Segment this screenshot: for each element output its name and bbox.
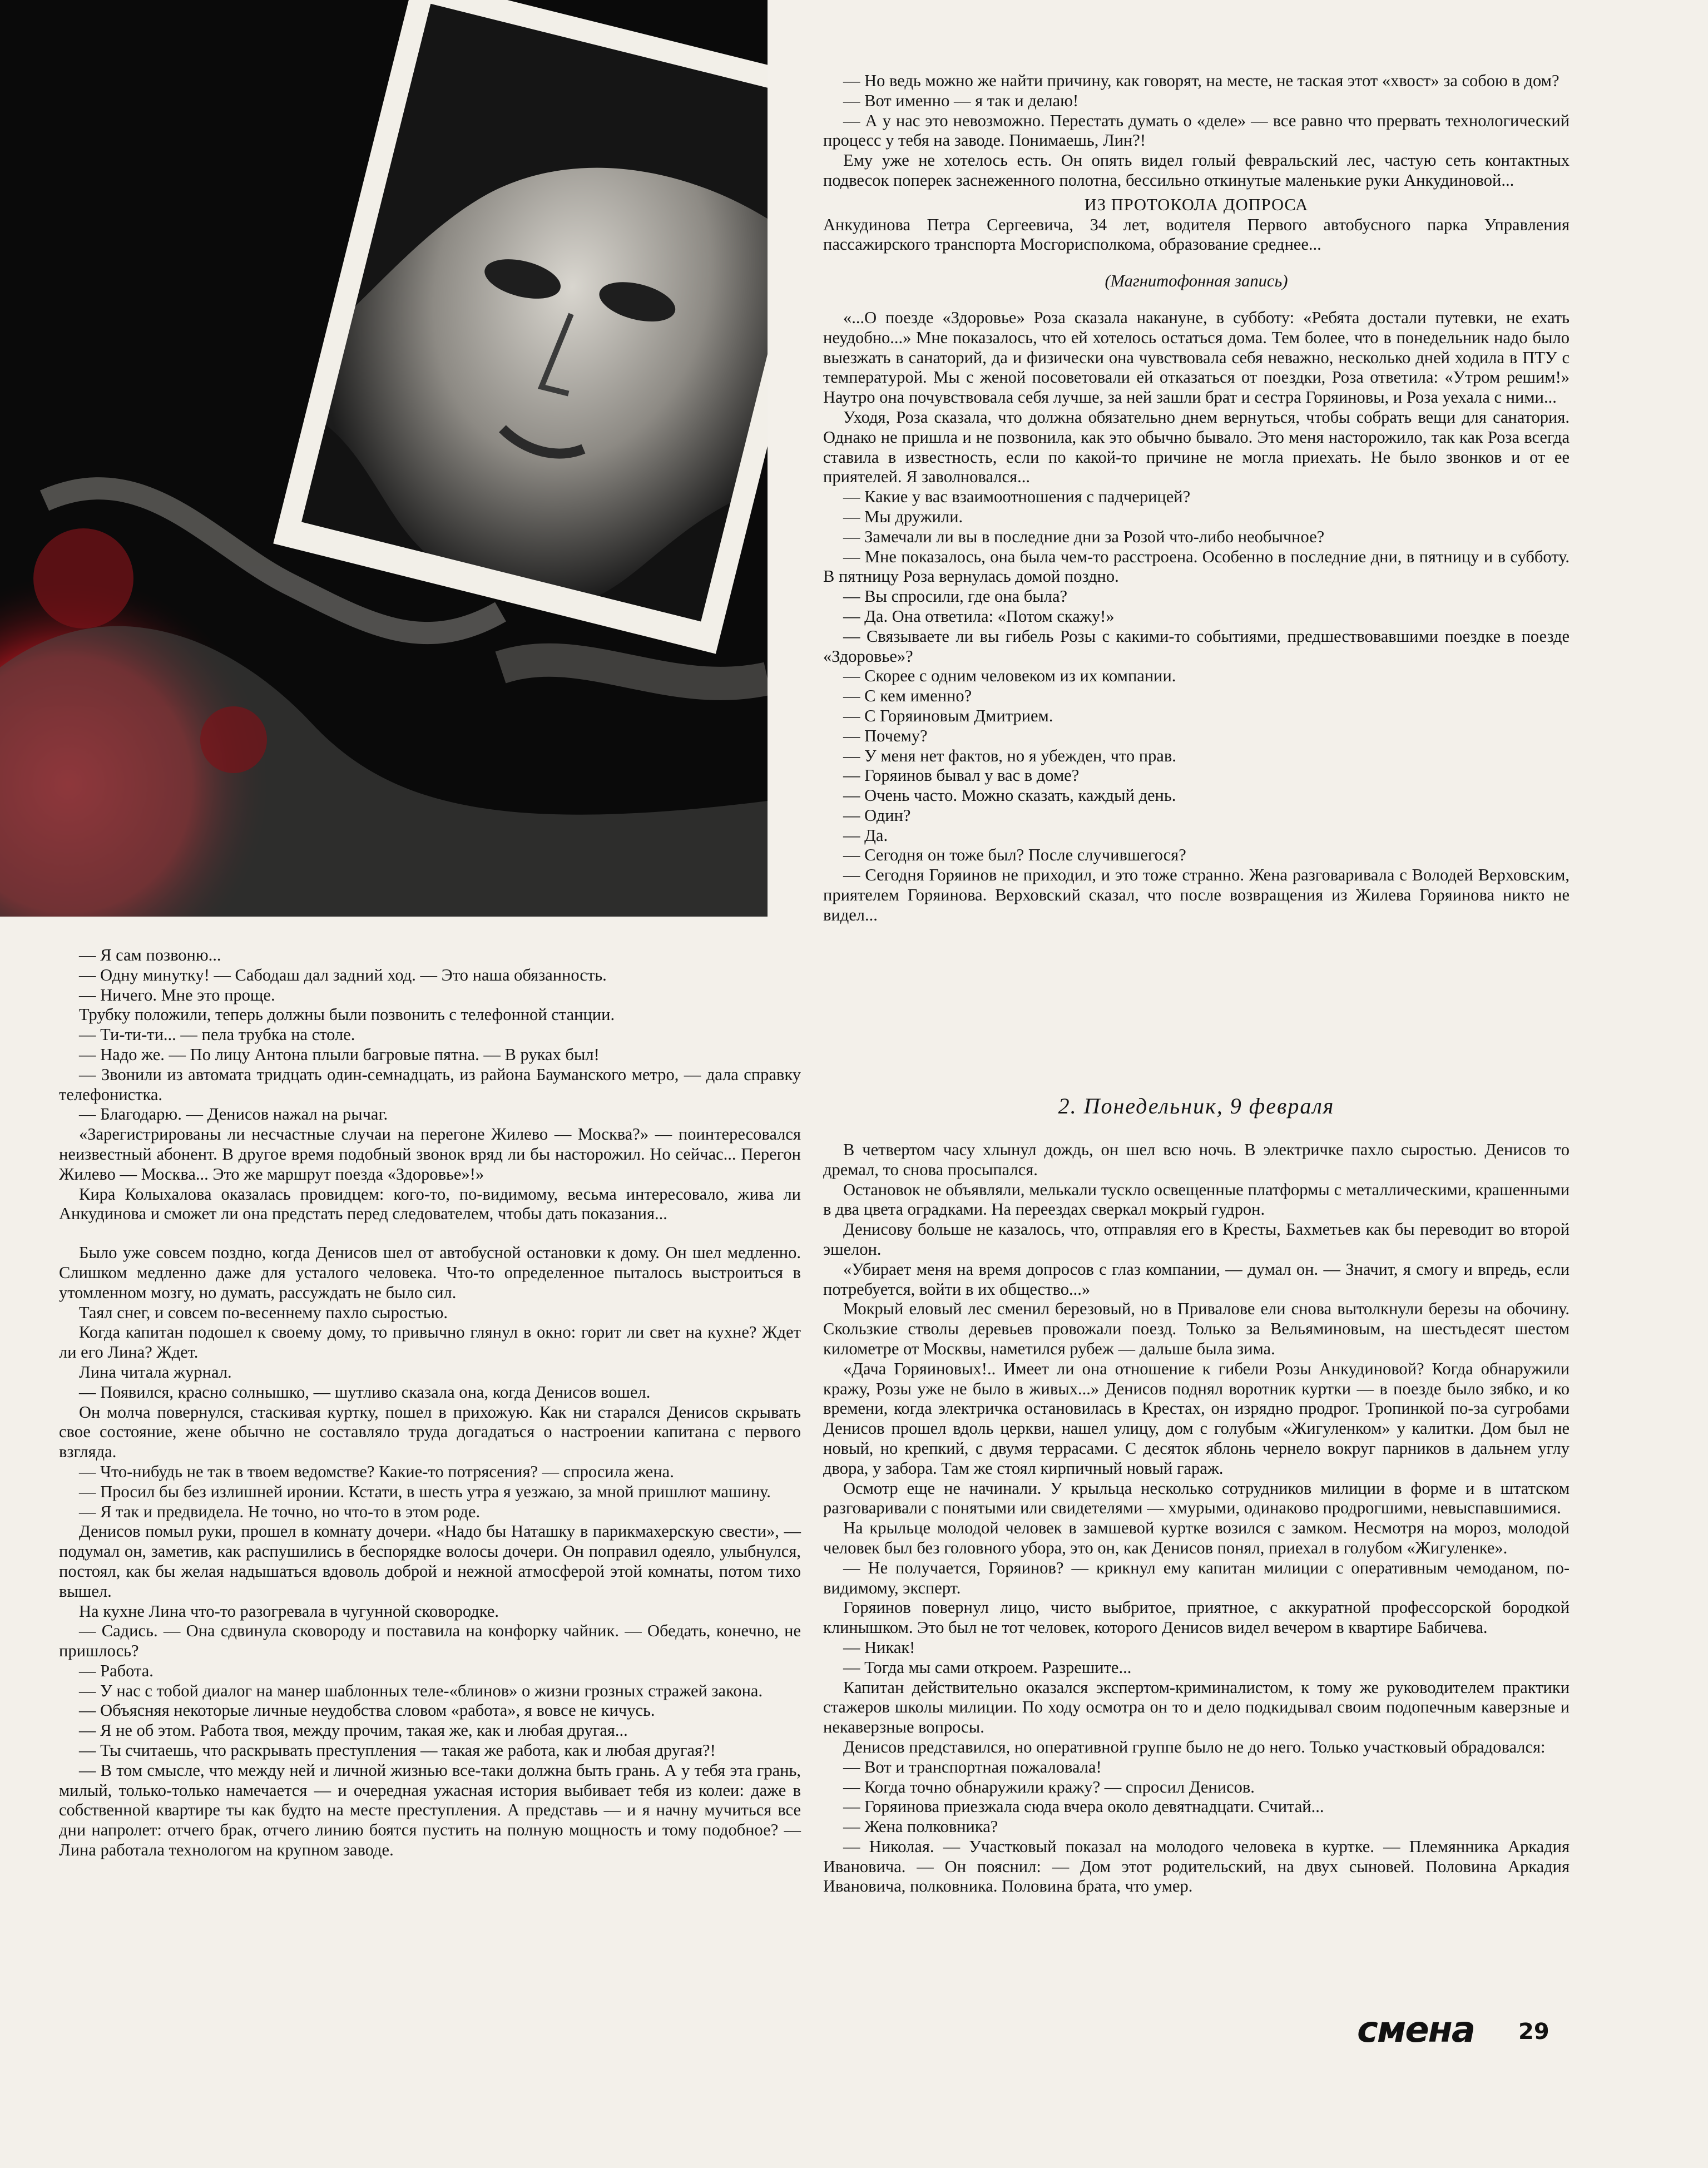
paragraph: — Работа.: [79, 1661, 154, 1680]
paragraph: — Горяинова приезжала сюда вчера около девятнадцати. Считай...: [843, 1797, 1324, 1816]
paragraph: Денисов помыл руки, прошел в комнату дочери. «Надо бы Наташку в парикмахерскую свести», — подумал он, заметив, как распушились в беспорядке волосы дочери. Он поправил одеяло, улыбнулся, постоял, как бы желая надышаться вдоволь доброй и нежной атмосферой этой комнаты, потом тихо вышел.: [59, 1522, 801, 1601]
paragraph: Горяинов повернул лицо, чисто выбритое, приятное, с аккуратной профессорской бородкой клинышком. Это был не тот человек, которого Денисов видел вечером в квартире Бабичева.: [823, 1598, 1570, 1637]
paragraph: — Ничего. Мне это проще.: [79, 985, 275, 1004]
protocol-paragraph: — Горяинов бывал у вас в доме?: [843, 766, 1080, 785]
paragraph: Осмотр еще не начинали. У крыльца несколько сотрудников милиции в форме и в штатском разговаривали с понятыми или свидетелями — хмурыми, одинаково продрогшими, невыспавшимися.: [823, 1478, 1570, 1518]
protocol-note: (Магнитофонная запись): [1105, 271, 1288, 291]
paragraph: — Не получается, Горяинов? — крикнул ему капитан милиции с оперативным чемоданом, по-видимому, эксперт.: [823, 1558, 1570, 1597]
paragraph: — Когда точно обнаружили кражу? — спросил Денисов.: [843, 1777, 1255, 1796]
left-column: [59, 946, 801, 1860]
magazine-logo: смена: [1357, 2009, 1475, 2051]
protocol-paragraph: — Очень часто. Можно сказать, каждый день.: [843, 786, 1176, 805]
paragraph: Мокрый еловый лес сменил березовый, но в Привалове ели снова вытолкнули березы на обочину. Скользкие стволы деревьев провожали поезд. Только за Вельяминовым, на шестьдесят шестом километре от Москвы, наметился рубеж — дальше была зима.: [823, 1299, 1570, 1358]
paragraph: — Но ведь можно же найти причину, как говорят, на месте, не таская этот «хвост» за собою в дом?: [843, 71, 1560, 90]
paragraph: — Тогда мы сами откроем. Разрешите...: [843, 1657, 1132, 1677]
protocol-paragraph: — Да.: [843, 825, 888, 845]
paragraph: «Дача Горяиновых!.. Имеет ли она отношение к гибели Розы Анкудиновой? Когда обнаружили кражу, Розы уже не было в живых...» Денисов поднял воротник куртки — в поезде было зябко, и ко времени, когда электричка остановилась в Крестах, он изрядно продрог. Тропинкой по-за сугробами Денисов прошел вдоль церкви, нашел улицу, дом с голубым «Жигуленком» у калитки. Дом был не новый, но крепкий, с двумя террасами. С десяток яблонь чернело вокруг парников в дальнем углу двора, у забора. Там же стоял кирпичный новый гараж.: [823, 1359, 1570, 1478]
right-column-top: [823, 71, 1570, 925]
portrait-collage-image: [0, 0, 768, 917]
paragraph: Ему уже не хотелось есть. Он опять видел голый февральский лес, частую сеть контактных подвесок поперек заснеженного полотна, бессильно откинутые маленькие руки Анкудиновой...: [823, 151, 1570, 190]
paragraph: — Появился, красно солнышко, — шутливо сказала она, когда Денисов вошел.: [79, 1382, 651, 1402]
protocol-paragraph: — Мы дружили.: [843, 507, 963, 526]
paragraph: Лина читала журнал.: [79, 1362, 232, 1382]
paragraph: — Вот и транспортная пожаловала!: [843, 1757, 1102, 1776]
paragraph: — В том смысле, что между ней и личной жизнью все-таки должна быть грань. А у тебя эта грань, милый, только-только намечается — и очередная ужасная история выбивает тебя из колеи: даже в собственной квартире ты как будто на месте преступления. А представь — и я начну мучиться все дни напролет: отчего брак, отчего линию боятся пустить на полную мощность и тому подобное? — Лина работала технологом на крупном заводе.: [59, 1760, 801, 1860]
paragraph: — Я сам позвоню...: [79, 946, 221, 964]
paragraph: — У нас с тобой диалог на манер шаблонных теле-«блинов» о жизни грозных стражей закона.: [79, 1681, 763, 1700]
paragraph: — Объясняя некоторые личные неудобства словом «работа», я вовсе не кичусь.: [79, 1701, 655, 1720]
paragraph: — Звонили из автомата тридцать один-семнадцать, из района Бауманского метро, — дала справку телефонистка.: [59, 1065, 801, 1104]
paragraph: На кухне Лина что-то разогревала в чугунной сковородке.: [79, 1601, 499, 1621]
paragraph: Он молча повернулся, стаскивая куртку, пошел в прихожую. Как ни старался Денисов скрывать свое состояние, жене обычно не составляло труда догадаться о настроении капитана с первого взгляда.: [59, 1402, 801, 1462]
paragraph: На крыльце молодой человек в замшевой куртке возился с замком. Несмотря на мороз, молодой человек был без головного убора, это он, как Денисов понял, приехал в голубом «Жигуленке».: [823, 1518, 1570, 1557]
protocol-paragraph: — Скорее с одним человеком из их компании.: [843, 666, 1176, 686]
protocol-paragraph: Уходя, Роза сказала, что должна обязательно днем вернуться, чтобы собрать вещи для санатория. Однако не пришла и не позвонила, как это обычно бывало. Это меня насторожило, так как Роза всегда ставила в известность, если по какой-то причине не могла приехать. Не было звонков и от ее приятелей. Я заволновался...: [823, 407, 1570, 487]
paragraph: В четвертом часу хлынул дождь, он шел всю ночь. В электричке пахло сыростью. Денисов то дремал, то снова просыпался.: [823, 1140, 1570, 1179]
paragraph: Когда капитан подошел к своему дому, то привычно глянул в окно: горит ли свет на кухне? Ждет ли его Лина? Ждет.: [59, 1323, 801, 1362]
paragraph: «Зарегистрированы ли несчастные случаи на перегоне Жилево — Москва?» — поинтересовался неизвестный абонент. В другое время подобный звонок вряд ли бы насторожил. Но сейчас... Перегон Жилево — Москва... Это же маршрут поезда «Здоровье»!»: [59, 1125, 801, 1184]
paragraph: — Одну минутку! — Сабодаш дал задний ход. — Это наша обязанность.: [79, 965, 607, 984]
paragraph: — Что-нибудь не так в твоем ведомстве? Какие-то потрясения? — спросила жена.: [79, 1462, 674, 1481]
paragraph: — Я так и предвидела. Не точно, но что-то в этом роде.: [79, 1502, 481, 1521]
paragraph: — Благодарю. — Денисов нажал на рычаг.: [79, 1105, 388, 1124]
paragraph: — Жена полковника?: [843, 1817, 998, 1837]
page-footer: [1357, 2011, 1580, 2050]
paragraph: Капитан действительно оказался экспертом-криминалистом, к тому же руководителем практики стажеров школы милиции. По ходу осмотра он то и дело подкидывал своим подопечным каверзные и некаверзные вопросы.: [823, 1677, 1570, 1737]
paragraph: — Ти-ти-ти... — пела трубка на столе.: [79, 1025, 355, 1045]
protocol-paragraph: — Вы спросили, где она была?: [843, 587, 1068, 606]
section-heading: 2. Понедельник, 9 февраля: [1058, 1093, 1335, 1118]
paragraph: — Вот именно — я так и делаю!: [843, 91, 1079, 110]
paragraph: Кира Колыхалова оказалась провидцем: кого-то, по-видимому, весьма интересовало, жива ли Анкудинова и сможет ли она предстать перед следователем, чтобы дать показания...: [59, 1184, 801, 1224]
protocol-paragraph: — Какие у вас взаимоотношения с падчерицей?: [843, 487, 1191, 507]
paragraph: Было уже совсем поздно, когда Денисов шел от автобусной остановки к дому. Он шел медленно. Слишком медленно даже для усталого человека. Что-то определенное пыталось выстроиться в утомленном мозгу, но думать, рассуждать не было сил.: [59, 1243, 801, 1302]
protocol-paragraph: — Почему?: [843, 726, 928, 745]
page-number: 29: [1518, 2019, 1549, 2045]
protocol-paragraph: «...О поезде «Здоровье» Роза сказала накануне, в субботу: «Ребята достали путевки, не ехать неудобно...» Мне показалось, что ей хотелось остаться дома. Тем более, что в понедельник надо было выезжать в санаторий, да и физически она чувствовала себя неважно, несколько дней ходила в ПТУ с температурой. Мы с женой посоветовали ей отказаться от поездки, Роза ответила: «Утром решим!» Наутро она почувствовала себя лучше, за ней зашли брат и сестра Горяиновы, и Роза уехала с ними...: [823, 308, 1570, 407]
paragraph: — Я не об этом. Работа твоя, между прочим, такая же, как и любая другая...: [79, 1721, 628, 1740]
protocol-title: ИЗ ПРОТОКОЛА ДОПРОСА: [1084, 195, 1309, 214]
protocol-intro: Анкудинова Петра Сергеевича, 34 лет, водителя Первого автобусного парка Управления пассажирского транспорта Мосгорисполкома, образование среднее...: [823, 215, 1570, 254]
protocol-paragraph: — Замечали ли вы в последние дни за Розой что-либо необычное?: [843, 527, 1325, 546]
paragraph: — Надо же. — По лицу Антона плыли багровые пятна. — В руках был!: [79, 1045, 600, 1064]
paragraph: — Никак!: [843, 1637, 915, 1657]
protocol-paragraph: — У меня нет фактов, но я убежден, что прав.: [843, 746, 1176, 765]
paragraph: Денисову больше не казалось, что, отправляя его в Кресты, Бахметьев как бы переводит во второй эшелон.: [823, 1220, 1570, 1259]
paragraph: — Садись. — Она сдвинула сковороду и поставила на конфорку чайник. — Обедать, конечно, не пришлось?: [59, 1621, 801, 1661]
right-column-bottom: [823, 1140, 1570, 1897]
illustration: [0, 0, 768, 917]
paragraph: — Просил бы без излишней иронии. Кстати, в шесть утра я уезжаю, за мной пришлют машину.: [79, 1482, 771, 1501]
protocol-paragraph: — Сегодня Горяинов не приходил, и это тоже странно. Жена разговаривала с Володей Верховским, приятелем Горяинова. Верховский сказал, что после возвращения из Жилева Горяинова никто не видел...: [823, 865, 1570, 924]
paragraph: — Николая. — Участковый показал на молодого человека в куртке. — Племянника Аркадия Ивановича. — Он пояснил: — Дом этот родительский, на двух сыновей. Половина Аркадия Ивановича, полковника. Половина брата, что умер.: [823, 1837, 1570, 1896]
protocol-paragraph: — Сегодня он тоже был? После случившегося?: [843, 845, 1186, 865]
protocol-paragraph: — Да. Она ответила: «Потом скажу!»: [843, 606, 1115, 626]
paragraph: Трубку положили, теперь должны были позвонить с телефонной станции.: [79, 1005, 615, 1024]
paragraph: — А у нас это невозможно. Перестать думать о «деле» — все равно что прервать технологический процесс у тебя на заводе. Понимаешь, Лин?!: [823, 111, 1570, 150]
paragraph: Денисов представился, но оперативной группе было не до него. Только участковый обрадовался:: [843, 1737, 1546, 1756]
paragraph: Остановок не объявляли, мелькали тускло освещенные платформы с металлическими, крашенными в два цвета оградками. На переездах сверкал мокрый гудрон.: [823, 1180, 1570, 1219]
protocol-paragraph: — Один?: [843, 805, 911, 825]
protocol-paragraph: — С Горяиновым Дмитрием.: [843, 706, 1053, 725]
protocol-paragraph: — Связываете ли вы гибель Розы с какими-то событиями, предшествовавшими поездке в поезде «Здоровье»?: [823, 626, 1570, 666]
paragraph: — Ты считаешь, что раскрывать преступления — такая же работа, как и любая другая?!: [79, 1741, 716, 1760]
paragraph: «Убирает меня на время допросов с глаз компании, — думал он. — Значит, я смогу и впредь, если потребуется, войти в их общество...»: [823, 1259, 1570, 1299]
protocol-paragraph: — С кем именно?: [843, 686, 972, 706]
paragraph: Таял снег, и совсем по-весеннему пахло сыростью.: [79, 1303, 448, 1322]
protocol-paragraph: — Мне показалось, она была чем-то расстроена. Особенно в последние дни, в пятницу и в субботу. В пятницу Роза вернулась домой поздно.: [823, 547, 1570, 586]
